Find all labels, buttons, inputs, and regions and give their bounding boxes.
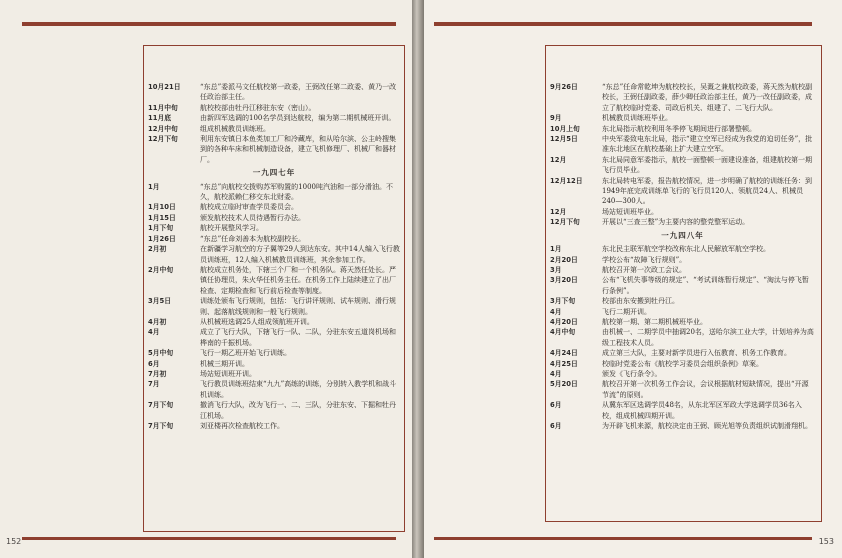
entry-text: 撤消飞行大队，改为飞行一、二、三队，分驻东安、下掘和牡丹江机场。 (200, 401, 396, 420)
chronology-entry (550, 359, 815, 369)
chronology-entry (148, 182, 400, 203)
chronology-entry (148, 202, 400, 212)
entry-date: 9月26日 (550, 83, 578, 91)
entry-date: 4月24日 (550, 349, 578, 358)
top-rule (434, 22, 812, 26)
chronology-entry (550, 155, 815, 176)
chronology-entry (550, 327, 815, 348)
entry-date: 6月 (550, 422, 562, 430)
entry-date: 9月 (550, 114, 562, 123)
entry-date: 5月20日 (550, 380, 578, 389)
entry-date: 11月底 (148, 114, 172, 123)
entry-text: 航校召开第一次机务工作会议，会议根据航材短缺情况，提出“开源节流”的原则。 (602, 380, 809, 399)
entry-date: 4月 (148, 328, 160, 337)
entry-date: 1月下旬 (148, 224, 174, 233)
chronology-entry (550, 369, 815, 379)
chronology-entry (550, 255, 815, 265)
chronology-entry (148, 359, 400, 369)
chronology-entry (148, 82, 400, 103)
entry-text: 飞行二期开训。 (602, 307, 651, 316)
entry-text: 从机械班选调25人组成领航班开训。 (200, 317, 314, 326)
entry-text: “东总”任命刘善本为航校副校长。 (200, 234, 306, 243)
entry-text: 机械三期开训。 (200, 359, 249, 368)
entry-text: “东总”任命常乾坤为航校校长，吴溉之兼航校政委，蒋天然为航校副校长，王弼任副政委，薛少卿任政治部主任，黄乃一改任副政委，成立了航校临时党委、司政后机关、组建了、二飞行大队。 (602, 83, 813, 112)
entry-date: 2月20日 (550, 255, 578, 264)
chronology-entry (148, 234, 400, 244)
chronology-entry (148, 265, 400, 296)
chronology-entry (550, 134, 815, 155)
entry-date: 1月15日 (148, 213, 176, 222)
entry-date: 12月12日 (550, 176, 583, 185)
right-page (424, 0, 842, 558)
entry-date: 3月5日 (148, 297, 172, 306)
entry-text: 开展以“三查三整”为主要内容的整党整军运动。 (602, 218, 750, 227)
entry-text: 在新疆学习航空的方子翼等29人到达东安。其中14人编入飞行教员训练班，12人编入机械教员训练班，其余参加工作。 (200, 245, 400, 264)
chronology-entry (550, 217, 815, 227)
entry-date: 6月 (550, 401, 562, 410)
chronology-entry (148, 213, 400, 223)
entry-date: 3月20日 (550, 276, 578, 285)
entry-text: 东北局指示航校利用冬季停飞期间进行部署整顿。 (602, 124, 756, 133)
entry-text: 颁发航校技术人员待遇暂行办法。 (200, 213, 305, 222)
entry-date: 7月初 (148, 369, 167, 378)
bottom-rule (22, 537, 396, 540)
entry-date: 12月下旬 (550, 218, 580, 227)
page-number: 153 (818, 537, 834, 546)
chronology-entry (148, 103, 400, 113)
entry-date: 1月10日 (148, 203, 176, 212)
chronology-entry (550, 400, 815, 421)
chronology-entry (550, 124, 815, 134)
entry-text: 场站短训班毕业。 (602, 207, 658, 216)
chronology-list (550, 82, 815, 431)
entry-date: 12月 (550, 207, 567, 216)
entry-date: 4月25日 (550, 359, 578, 368)
entry-text: 训练处颁布飞行规则，包括：飞行讲评规则、试车规则、滑行规则、起落航线规则和一般飞行规则。 (200, 297, 396, 316)
entry-text: 航校召开第一次政工会议。 (602, 265, 686, 274)
entry-text: 东北局转电军委，报告航校情况，进一步明确了航校的训练任务：到1949年底完成训练单飞行的飞行员120人、领航员24人、机械员240—300人。 (602, 176, 812, 206)
entry-text: 校临时党委公布《航校学习委员会组织条例》草案。 (602, 359, 763, 368)
year-heading: 一九四七年 (252, 168, 296, 178)
entry-date: 1月 (550, 245, 562, 254)
entry-text: 场站短训班开训。 (200, 369, 256, 378)
chronology-entry (550, 265, 815, 275)
chronology-entry (148, 327, 400, 348)
entry-text: 航校成立机务处，下辖三个厂和一个机务队。蒋天然任处长。严镇任协理员，朱火华任机务主任。在机务工作上陆续建立了出厂检查、定期检查和飞行前后检查等制度。 (200, 265, 396, 295)
bottom-rule (434, 537, 812, 540)
entry-text: 航校第一期、第二期机械班毕业。 (602, 317, 707, 326)
chronology-entry (550, 421, 815, 431)
entry-date: 10月上旬 (550, 124, 580, 133)
entry-text: 航校成立临时审查学员委员会。 (200, 203, 298, 212)
entry-text: 公布“飞机失事等级的规定”、“考试训练暂行规定”、“淘汰与停飞暂行条例”。 (602, 276, 809, 295)
entry-text: 机械教员训练班毕业。 (602, 114, 672, 123)
book-gutter (412, 0, 424, 558)
page-number: 152 (6, 537, 22, 546)
entry-text: 颁发《飞行条令》。 (602, 369, 662, 378)
entry-date: 1月 (148, 182, 160, 191)
chronology-entry (550, 275, 815, 296)
chronology-entry (550, 113, 815, 123)
chronology-entry (148, 379, 400, 400)
entry-date: 4月 (550, 369, 562, 378)
chronology-entry (148, 134, 400, 165)
chronology-entry (148, 400, 400, 421)
entry-text: 航校校部由牡丹江移驻东安（密山）。 (200, 103, 316, 112)
entry-date: 10月21日 (148, 83, 181, 91)
chronology-entry (550, 207, 815, 217)
entry-text: 成立第三大队，主要对新学员进行入伍教育、机务工作教育。 (602, 349, 791, 358)
entry-text: 中央军委致电东北局，指示“建立空军已经成为我党的迫切任务”，批准东北地区在航校基础上扩大建立空军。 (602, 135, 813, 154)
entry-date: 4月中旬 (550, 328, 576, 337)
entry-date: 3月下旬 (550, 297, 576, 306)
entry-date: 12月5日 (550, 135, 578, 144)
entry-date: 12月 (550, 155, 567, 164)
entry-text: 航校开展整风学习。 (200, 224, 263, 233)
entry-date: 5月中旬 (148, 349, 174, 358)
entry-text: 刘亚楼再次检查航校工作。 (200, 422, 284, 430)
chronology-entry (550, 82, 815, 113)
chronology-entry (550, 307, 815, 317)
top-rule (22, 22, 396, 26)
entry-date: 11月中旬 (148, 103, 178, 112)
chronology-entry (550, 296, 815, 306)
entry-text: “东总”委派马文任航校第一政委，王弼改任第二政委、黄乃一改任政治部主任。 (200, 83, 397, 102)
entry-date: 4月20日 (550, 317, 578, 326)
entry-date: 12月中旬 (148, 124, 178, 133)
chronology-list (148, 82, 400, 431)
left-page (0, 0, 412, 558)
entry-text: 飞行教员训练班结束“九九”高练的训练，分别转入教学机和战斗机训练。 (200, 380, 397, 399)
entry-text: 组成机械教员训练班。 (200, 124, 270, 133)
chronology-entry (550, 348, 815, 358)
entry-date: 2月中旬 (148, 265, 174, 274)
entry-text: 成立了飞行大队，下辖飞行一队、二队，分驻东安五道岗机场和桦南的千振机场。 (200, 328, 396, 347)
entry-text: “东总”向航校交拨购苏军购置的1000吨汽油和一部分滑油。不久，航校派赖仁移交东北财委。 (200, 182, 393, 202)
chronology-entry (550, 379, 815, 400)
chronology-entry (148, 348, 400, 358)
entry-text: 东北局同意军委指示，航校一面整顿一面建设准备，组建航校第一期飞行员毕业。 (602, 155, 812, 175)
chronology-entry (550, 244, 815, 254)
entry-date: 2月初 (148, 245, 167, 254)
entry-text: 由新四军选调的100名学员到达航校，编为第二期机械班开训。 (200, 114, 396, 123)
chronology-entry (550, 317, 815, 327)
entry-date: 3月 (550, 265, 562, 274)
entry-date: 4月初 (148, 317, 167, 326)
chronology-entry (550, 176, 815, 207)
chronology-entry (148, 223, 400, 233)
entry-date: 7月下旬 (148, 401, 174, 410)
chronology-entry (148, 421, 400, 431)
year-heading: 一九四八年 (661, 230, 704, 240)
entry-date: 4月 (550, 307, 562, 316)
chronology-entry (148, 244, 400, 265)
chronology-entry (148, 369, 400, 379)
chronology-entry (148, 317, 400, 327)
entry-text: 利用东安镇日本鱼类加工厂和冷藏库，和从哈尔滨、公主岭搜集到的各种车床和机械制造设备，建立飞机修理厂、机械厂和器材厂。 (200, 135, 396, 164)
entry-text: 东北民主联军航空学校改称东北人民解放军航空学校。 (602, 245, 770, 254)
entry-text: 飞行一期乙班开始飞行训练。 (200, 349, 291, 358)
entry-date: 12月下旬 (148, 135, 178, 144)
entry-text: 由机械一、二期学员中抽调20名，送哈尔滨工业大学，计划培养为高级工程技术人员。 (602, 328, 814, 347)
entry-text: 从冀东军区选调学员48名，从东北军区军政大学选调学员36名入校，组成机械四期开训。 (602, 401, 802, 420)
entry-text: 校部由东安搬到牡丹江。 (602, 297, 679, 306)
chronology-entry (148, 296, 400, 317)
entry-text: 为开辟飞机来源，航校决定由王弼、顾光旭等负责组织试制滑翔机。 (602, 422, 812, 430)
entry-date: 1月26日 (148, 234, 176, 243)
entry-date: 7月 (148, 380, 160, 389)
entry-date: 6月 (148, 359, 160, 368)
entry-text: 学校公布“故障飞行规则”。 (602, 255, 687, 264)
chronology-entry (148, 113, 400, 123)
entry-date: 7月下旬 (148, 422, 174, 430)
chronology-entry (148, 124, 400, 134)
